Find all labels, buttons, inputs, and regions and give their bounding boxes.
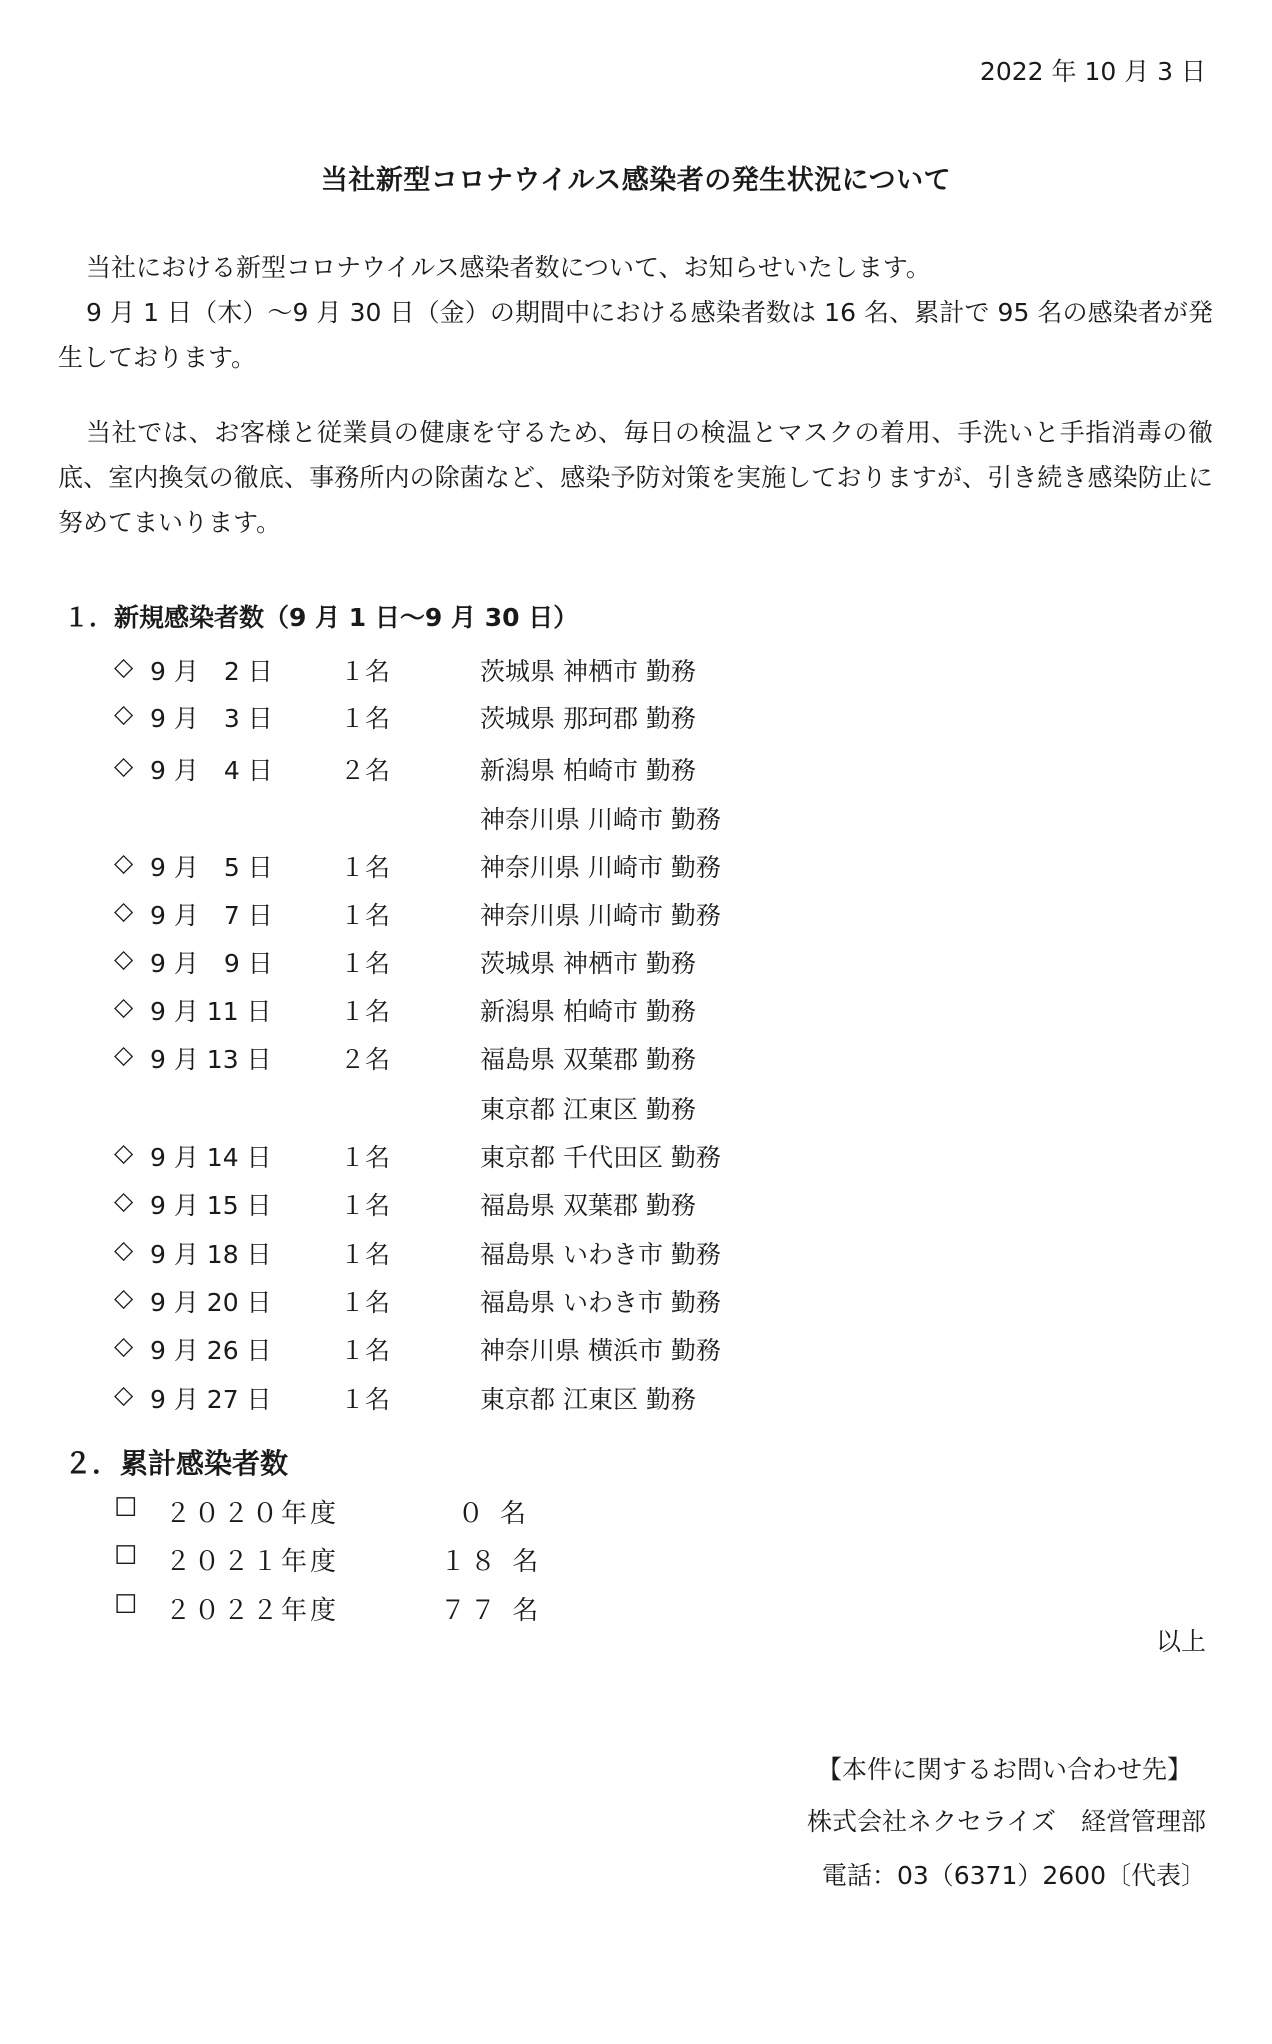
case-location: 茨城県 神栖市 勤務 [480,657,696,686]
document-title: 当社新型コロナウイルス感染者の発生状況について [320,165,952,196]
case-bullet-icon: ◇ [114,1138,134,1167]
case-count: １名 [340,1240,391,1269]
case-bullet-icon: ◇ [114,896,134,925]
checkbox-icon: ☐ [114,1541,138,1571]
case-row [0,652,1272,692]
case-date: 9 月 9 日 [150,949,273,978]
intro-paragraph [58,245,1213,380]
case-location: 福島県 いわき市 勤務 [480,1288,721,1317]
case-row [0,848,1272,888]
case-date: 9 月 26 日 [150,1336,272,1365]
cumulative-count: ０ 名 [457,1499,530,1529]
case-date: 9 月 20 日 [150,1288,272,1317]
case-bullet-icon: ◇ [114,652,134,681]
case-location: 茨城県 神栖市 勤務 [480,949,696,978]
case-row [0,1331,1272,1371]
intro-line-1: 当社における新型コロナウイルス感染者数について、お知らせいたします。 [86,253,931,282]
case-date: 9 月 14 日 [150,1143,272,1172]
case-count: １名 [340,853,391,882]
case-location: 東京都 江東区 勤務 [480,1385,696,1414]
case-bullet-icon: ◇ [114,1040,134,1069]
case-row [0,751,1272,791]
case-bullet-icon: ◇ [114,848,134,877]
case-date: 9 月 2 日 [150,657,273,686]
contact-phone: 電話：03（6371）2600〔代表〕 [821,1861,1206,1890]
case-bullet-icon: ◇ [114,751,134,780]
case-bullet-icon: ◇ [114,992,134,1021]
cumulative-row [0,1541,1272,1581]
case-date: 9 月 18 日 [150,1240,272,1269]
case-row [0,896,1272,936]
case-row [0,1186,1272,1226]
case-bullet-icon: ◇ [114,1380,134,1409]
case-date: 9 月 4 日 [150,756,273,785]
case-row [0,1040,1272,1080]
case-count: １名 [340,1191,391,1220]
case-row [0,1138,1272,1178]
case-count: １名 [340,901,391,930]
fiscal-year: ２０２２年度 [165,1596,340,1626]
contact-heading: 【本件に関するお問い合わせ先】 [816,1755,1192,1784]
cumulative-row [0,1590,1272,1630]
cumulative-count: ７７ 名 [440,1596,543,1626]
contact-company: 株式会社ネクセライズ 経営管理部 [806,1807,1206,1836]
case-location: 福島県 いわき市 勤務 [480,1240,721,1269]
case-bullet-icon: ◇ [114,699,134,728]
case-row [0,992,1272,1032]
case-row [0,1235,1272,1275]
case-bullet-icon: ◇ [114,1283,134,1312]
cumulative-row [0,1493,1272,1533]
case-date: 9 月 5 日 [150,853,273,882]
case-date: 9 月 15 日 [150,1191,272,1220]
case-location: 新潟県 柏崎市 勤務 [480,756,696,785]
case-count: １名 [340,1288,391,1317]
intro-line-2: 9 月 1 日（木）～9 月 30 日（金）の期間中における感染者数は 16 名、累計で 95 名の感染者が発生しております。 [58,298,1213,372]
case-location: 東京都 千代田区 勤務 [480,1143,721,1172]
section-cumulative-heading: ２．累計感染者数 [64,1447,289,1480]
case-count: １名 [340,704,391,733]
case-count: ２名 [340,1045,391,1074]
case-location: 福島県 双葉郡 勤務 [480,1045,696,1074]
document-date: 2022 年 10 月 3 日 [979,57,1206,86]
section-new-cases-heading: １．新規感染者数（9 月 1 日～9 月 30 日） [64,603,579,632]
checkbox-icon: ☐ [114,1590,138,1620]
case-row [0,1283,1272,1323]
case-date: 9 月 7 日 [150,901,273,930]
case-row [0,1380,1272,1420]
case-row [0,699,1272,739]
case-count: １名 [340,1143,391,1172]
closing-text: 以上 [1155,1627,1206,1656]
cumulative-count: １８ 名 [440,1547,543,1577]
case-bullet-icon: ◇ [114,944,134,973]
case-date: 9 月 11 日 [150,997,272,1026]
case-count: １名 [340,1336,391,1365]
case-date: 9 月 3 日 [150,704,273,733]
case-row [0,944,1272,984]
fiscal-year: ２０２１年度 [165,1547,340,1577]
checkbox-icon: ☐ [114,1493,138,1523]
case-location: 東京都 江東区 勤務 [480,1095,696,1124]
fiscal-year: ２０２０年度 [165,1499,340,1529]
measures-paragraph: 当社では、お客様と従業員の健康を守るため、毎日の検温とマスクの着用、手洗いと手指消毒の徹底、室内換気の徹底、事務所内の除菌など、感染予防対策を実施しておりますが、引き続き感染防止に努めてまいります。 [58,418,1213,537]
case-count: １名 [340,949,391,978]
case-count: １名 [340,657,391,686]
case-location: 神奈川県 川崎市 勤務 [480,805,721,834]
case-location: 新潟県 柏崎市 勤務 [480,997,696,1026]
case-count: １名 [340,1385,391,1414]
case-location: 神奈川県 横浜市 勤務 [480,1336,721,1365]
case-bullet-icon: ◇ [114,1331,134,1360]
case-date: 9 月 27 日 [150,1385,272,1414]
case-bullet-icon: ◇ [114,1235,134,1264]
case-location: 神奈川県 川崎市 勤務 [480,853,721,882]
case-location: 神奈川県 川崎市 勤務 [480,901,721,930]
case-location: 茨城県 那珂郡 勤務 [480,704,696,733]
case-location: 福島県 双葉郡 勤務 [480,1191,696,1220]
case-count: １名 [340,997,391,1026]
case-date: 9 月 13 日 [150,1045,272,1074]
case-row [0,1090,1272,1130]
case-row [0,800,1272,840]
case-bullet-icon: ◇ [114,1186,134,1215]
case-count: ２名 [340,756,391,785]
